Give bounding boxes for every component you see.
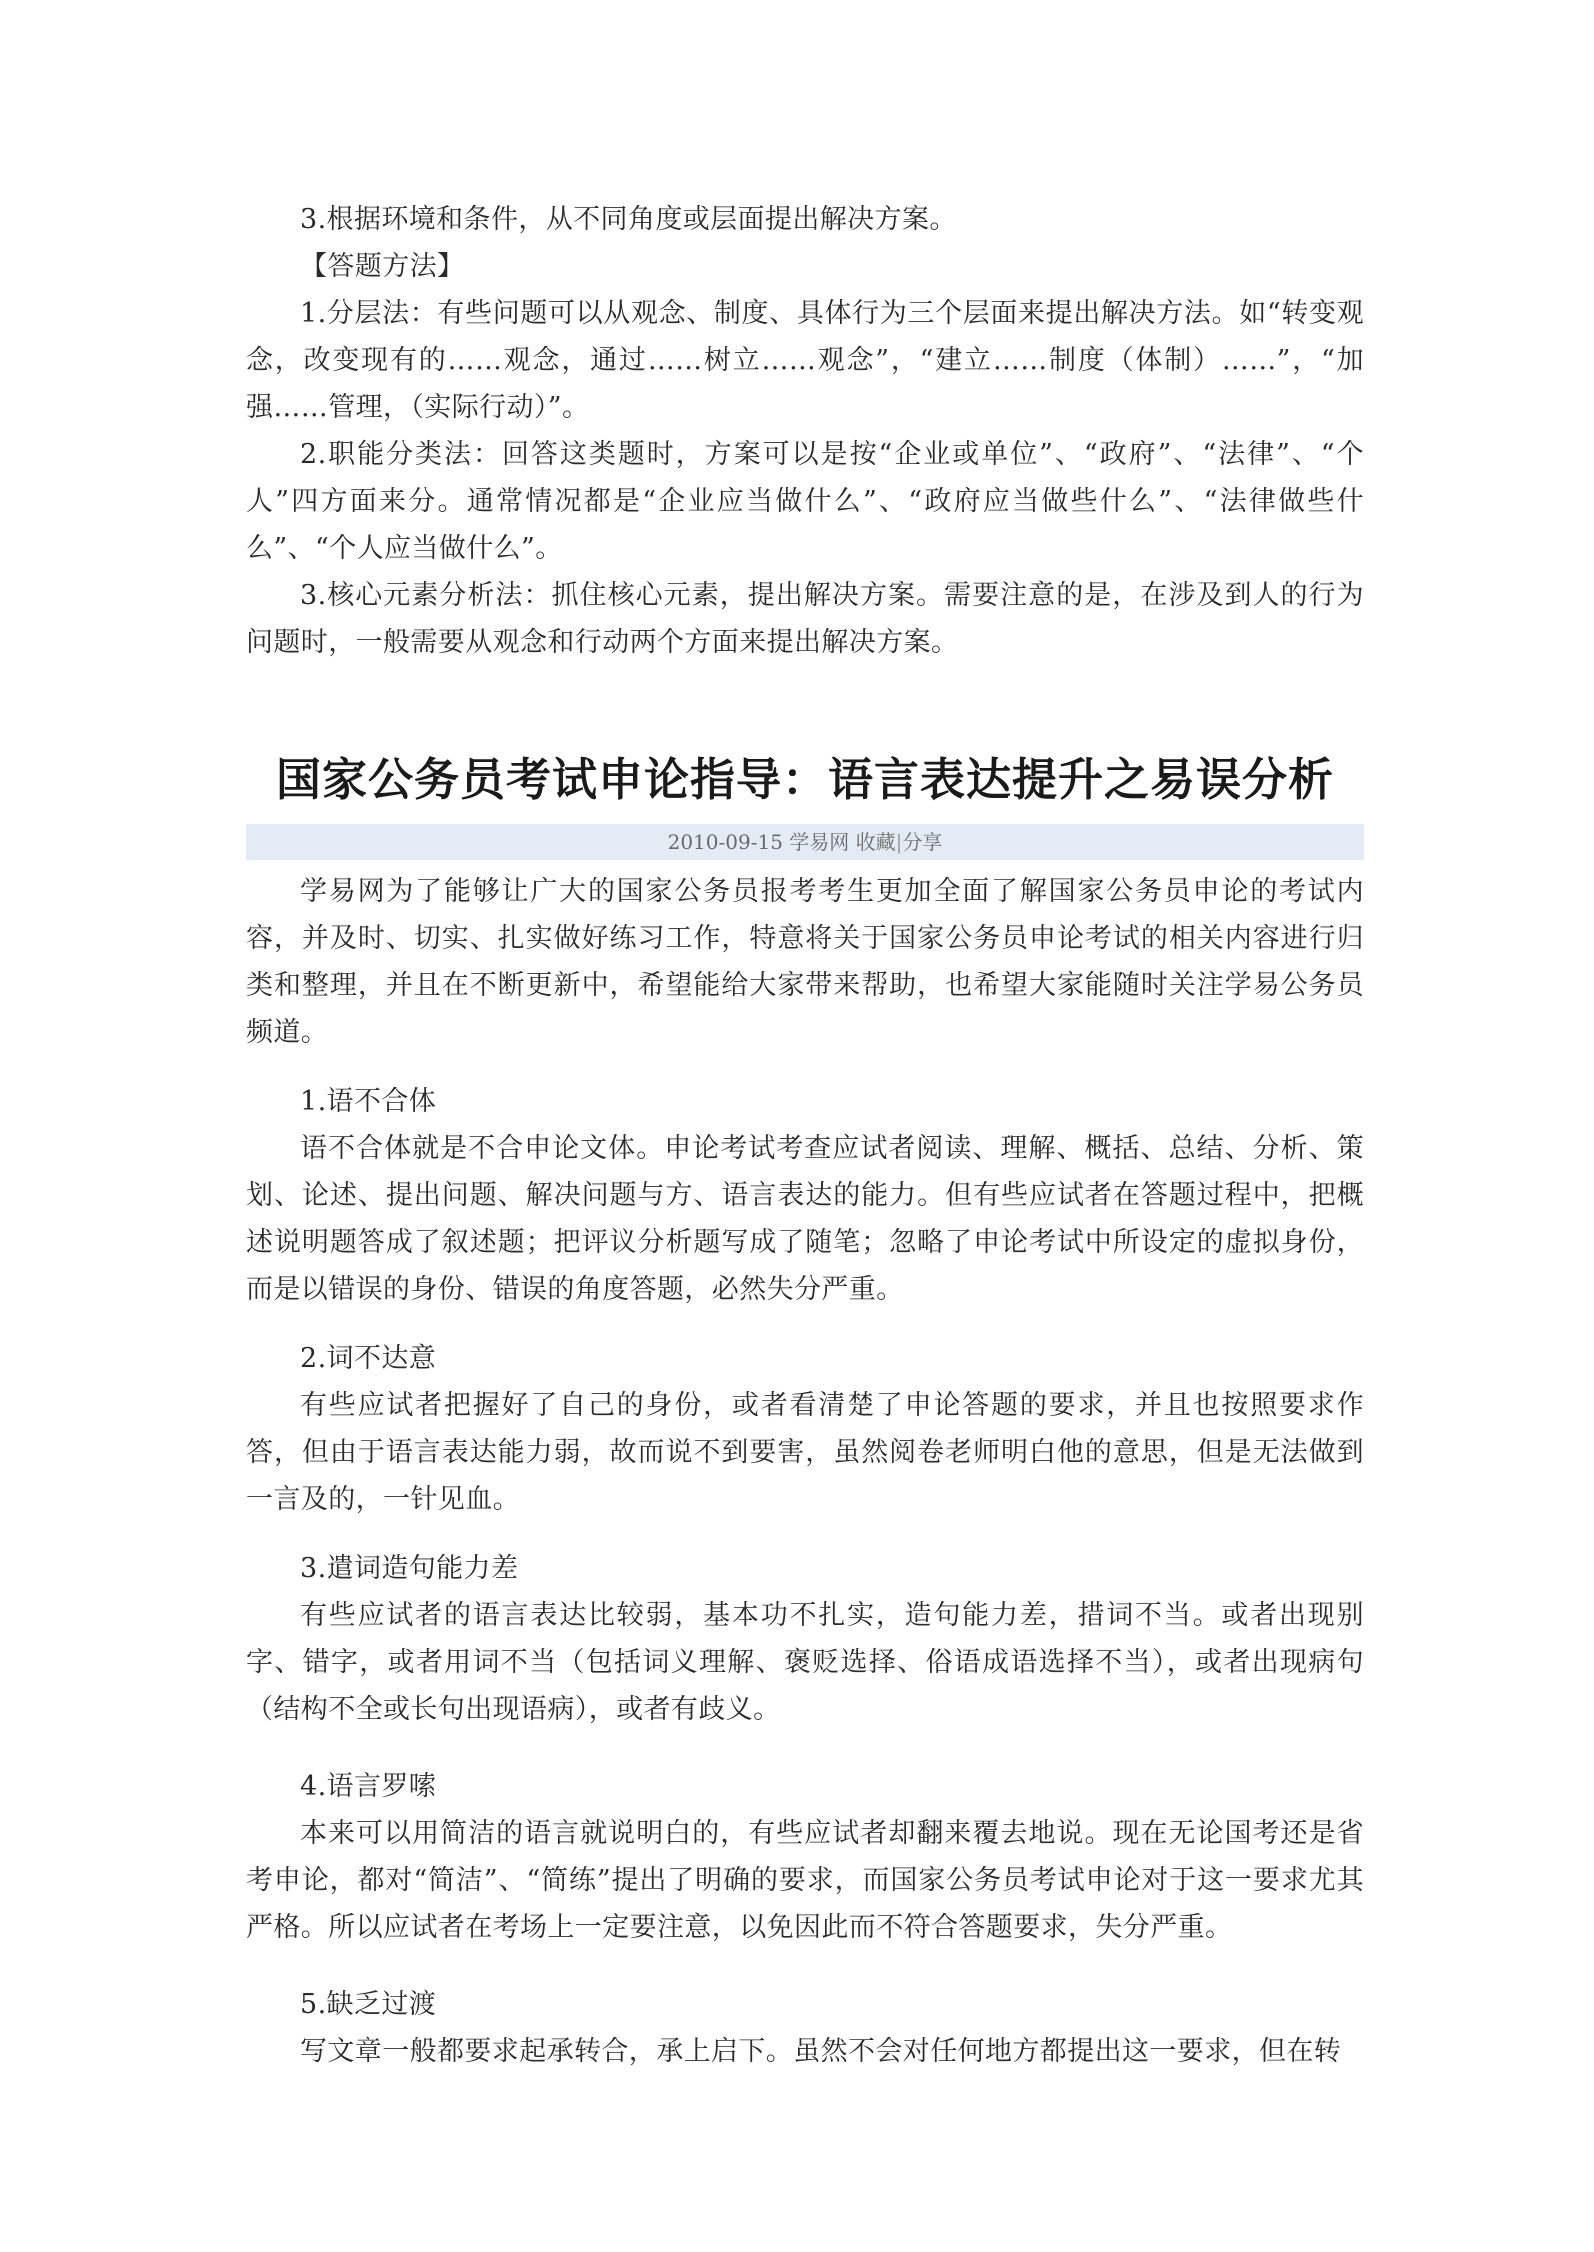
method-heading: 【答题方法】 xyxy=(300,251,465,282)
method-core-element: 3.核心元素分析法：抓住核心元素，提出解决方案。需要注意的是，在涉及到人的行为问题时，一般需要从观念和行动两个方面来提出解决方案。 xyxy=(246,580,1364,658)
favorite-link[interactable]: 收藏 xyxy=(855,830,896,854)
article-title: 国家公务员考试申论指导：语言表达提升之易误分析 xyxy=(275,753,1334,806)
section-heading: 4.语言罗嗦 xyxy=(300,1771,437,1802)
section-spacer xyxy=(246,666,1364,750)
section-body: 有些应试者把握好了自己的身份，或者看清楚了申论答题的要求，并且也按照要求作答，但由于语言表达能力弱，故而说不到要害，虽然阅卷老师明白他的意思，但是无法做到一言及的，一针见血。 xyxy=(246,1390,1364,1515)
article-meta-bar xyxy=(246,824,1364,860)
article-intro: 学易网为了能够让广大的国家公务员报考考生更加全面了解国家公务员申论的考试内容，并及时、切实、扎实做好练习工作，特意将关于国家公务员申论考试的相关内容进行归类和整理，并且在不断更新中，希望能给大家带来帮助，也希望大家能随时关注学易公务员频道。 xyxy=(246,876,1364,1048)
document-page xyxy=(246,196,1364,2075)
share-link[interactable]: 分享 xyxy=(902,830,943,854)
section-body: 有些应试者的语言表达比较弱，基本功不扎实，造句能力差，措词不当。或者出现别字、错字，或者用词不当（包括词义理解、褒贬选择、俗语成语选择不当），或者出现病句（结构不全或长句出现语病），或者有歧义。 xyxy=(246,1600,1364,1725)
method-functional: 2.职能分类法：回答这类题时，方案可以是按“企业或单位”、“政府”、“法律”、“个人”四方面来分。通常情况都是“企业应当做什么”、“政府应当做些什么”、“法律做些什么”、“个人应当做什么”。 xyxy=(246,439,1364,564)
section-body: 语不合体就是不合申论文体。申论考试考查应试者阅读、理解、概括、总结、分析、策划、论述、提出问题、解决问题与方、语言表达的能力。但有些应试者在答题过程中，把概述说明题答成了叙述题；把评议分析题写成了随笔；忽略了申论考试中所设定的虚拟身份，而是以错误的身份、错误的角度答题，必然失分严重。 xyxy=(246,1133,1364,1305)
section-heading: 5.缺乏过渡 xyxy=(300,1989,437,2020)
meta-separator: | xyxy=(895,830,903,854)
solution-point-3: 3.根据环境和条件，从不同角度或层面提出解决方案。 xyxy=(300,204,957,235)
section-heading: 2.词不达意 xyxy=(300,1343,437,1374)
section-body: 写文章一般都要求起承转合，承上启下。虽然不会对任何地方都提出这一要求，但在转 xyxy=(300,2036,1342,2067)
method-layering: 1.分层法：有些问题可以从观念、制度、具体行为三个层面来提出解决方法。如“转变观念，改变现有的……观念，通过……树立……观念”，“建立……制度（体制）……”，“加强……管理，（实际行动）”。 xyxy=(246,298,1364,423)
section-heading: 1.语不合体 xyxy=(300,1086,437,1117)
article-date: 2010-09-15 xyxy=(667,830,783,854)
section-heading: 3.遣词造句能力差 xyxy=(300,1553,519,1584)
section-body: 本来可以用简洁的语言就说明白的，有些应试者却翻来覆去地说。现在无论国考还是省考申论，都对“简洁”、“简练”提出了明确的要求，而国家公务员考试申论对于这一要求尤其严格。所以应试者在考场上一定要注意，以免因此而不符合答题要求，失分严重。 xyxy=(246,1818,1364,1943)
article-source: 学易网 xyxy=(789,830,850,854)
